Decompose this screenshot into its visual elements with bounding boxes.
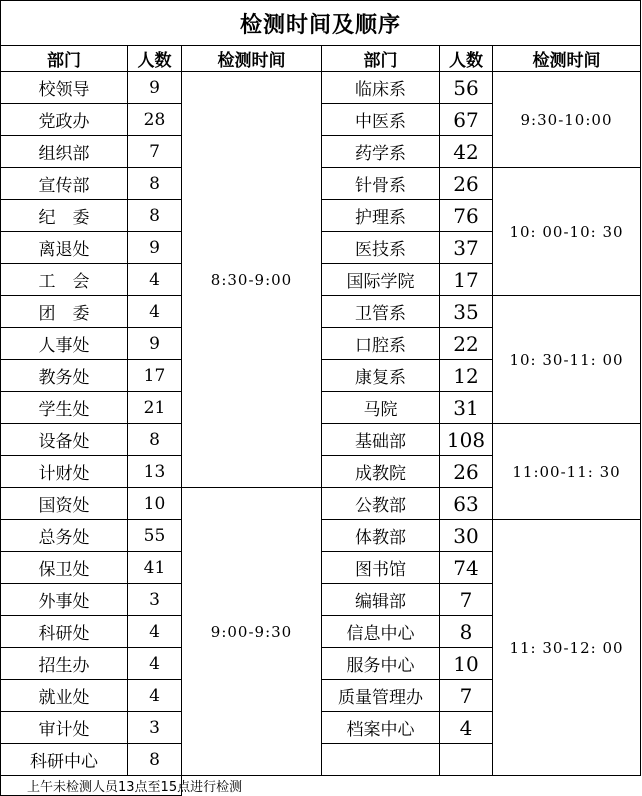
dept-cell: 国资处: [1, 488, 128, 520]
footnote: 上午未检测人员13点至15点进行检测: [1, 776, 182, 796]
count-cell: 4: [128, 264, 182, 296]
dept-cell: 校领导: [1, 72, 128, 104]
count-cell: 10: [128, 488, 182, 520]
count-cell: 9: [128, 328, 182, 360]
dept-cell: 图书馆: [322, 552, 440, 584]
dept-cell: 招生办: [1, 648, 128, 680]
dept-cell: 审计处: [1, 712, 128, 744]
count-cell: 17: [128, 360, 182, 392]
dept-cell: 成教院: [322, 456, 440, 488]
count-cell: 10: [440, 648, 493, 680]
header-dept-right: 部门: [322, 46, 440, 72]
count-cell: 37: [440, 232, 493, 264]
table-row: [1, 72, 641, 104]
time-slot-cell: 11:00-11: 30: [493, 424, 641, 520]
time-slot-cell: 10: 30-11: 00: [493, 296, 641, 424]
count-cell: 7: [128, 136, 182, 168]
count-cell: 56: [440, 72, 493, 104]
dept-cell: 药学系: [322, 136, 440, 168]
count-cell: 21: [128, 392, 182, 424]
count-cell: 74: [440, 552, 493, 584]
dept-cell: 总务处: [1, 520, 128, 552]
dept-cell: 就业处: [1, 680, 128, 712]
count-cell: 8: [128, 168, 182, 200]
time-slot-cell: 11: 30-12: 00: [493, 520, 641, 776]
count-cell: 9: [128, 232, 182, 264]
dept-cell: 编辑部: [322, 584, 440, 616]
count-cell: 4: [128, 616, 182, 648]
count-cell: 30: [440, 520, 493, 552]
dept-cell: 针骨系: [322, 168, 440, 200]
count-cell: 22: [440, 328, 493, 360]
dept-cell: 教务处: [1, 360, 128, 392]
count-cell: 35: [440, 296, 493, 328]
count-cell: 26: [440, 168, 493, 200]
count-cell: 9: [128, 72, 182, 104]
dept-cell: 离退处: [1, 232, 128, 264]
dept-cell: 档案中心: [322, 712, 440, 744]
empty-area: [182, 776, 641, 796]
count-cell: 3: [128, 584, 182, 616]
dept-cell: 基础部: [322, 424, 440, 456]
count-cell: 41: [128, 552, 182, 584]
count-cell: 3: [128, 712, 182, 744]
dept-cell: 服务中心: [322, 648, 440, 680]
dept-cell: 中医系: [322, 104, 440, 136]
count-cell: 67: [440, 104, 493, 136]
empty-cell: [440, 744, 493, 776]
count-cell: 8: [128, 200, 182, 232]
count-cell: 26: [440, 456, 493, 488]
dept-cell: 质量管理办: [322, 680, 440, 712]
count-cell: 8: [440, 616, 493, 648]
time-slot-cell: 10: 00-10: 30: [493, 168, 641, 296]
dept-cell: 宣传部: [1, 168, 128, 200]
count-cell: 4: [440, 712, 493, 744]
dept-cell: 护理系: [322, 200, 440, 232]
time-slot-cell: 8:30-9:00: [182, 72, 322, 488]
dept-cell: 人事处: [1, 328, 128, 360]
dept-cell: 外事处: [1, 584, 128, 616]
dept-cell: 马院: [322, 392, 440, 424]
dept-cell: 康复系: [322, 360, 440, 392]
count-cell: 12: [440, 360, 493, 392]
dept-cell: 公教部: [322, 488, 440, 520]
count-cell: 28: [128, 104, 182, 136]
dept-cell: 纪 委: [1, 200, 128, 232]
count-cell: 4: [128, 680, 182, 712]
dept-cell: 卫管系: [322, 296, 440, 328]
empty-cell: [322, 744, 440, 776]
dept-cell: 科研处: [1, 616, 128, 648]
dept-cell: 组织部: [1, 136, 128, 168]
dept-cell: 党政办: [1, 104, 128, 136]
count-cell: 108: [440, 424, 493, 456]
time-slot-cell: 9:00-9:30: [182, 488, 322, 776]
dept-cell: 体教部: [322, 520, 440, 552]
count-cell: 76: [440, 200, 493, 232]
dept-cell: 科研中心: [1, 744, 128, 776]
count-cell: 7: [440, 584, 493, 616]
count-cell: 8: [128, 424, 182, 456]
header-time-right: 检测时间: [493, 46, 641, 72]
count-cell: 4: [128, 648, 182, 680]
count-cell: 42: [440, 136, 493, 168]
dept-cell: 学生处: [1, 392, 128, 424]
dept-cell: 团 委: [1, 296, 128, 328]
dept-cell: 国际学院: [322, 264, 440, 296]
count-cell: 7: [440, 680, 493, 712]
count-cell: 13: [128, 456, 182, 488]
count-cell: 31: [440, 392, 493, 424]
dept-cell: 信息中心: [322, 616, 440, 648]
dept-cell: 口腔系: [322, 328, 440, 360]
dept-cell: 设备处: [1, 424, 128, 456]
count-cell: 4: [128, 296, 182, 328]
dept-cell: 保卫处: [1, 552, 128, 584]
dept-cell: 工 会: [1, 264, 128, 296]
dept-cell: 临床系: [322, 72, 440, 104]
header-time-left: 检测时间: [182, 46, 322, 72]
time-slot-cell: 9:30-10:00: [493, 72, 641, 168]
header-dept-left: 部门: [1, 46, 128, 72]
count-cell: 55: [128, 520, 182, 552]
count-cell: 63: [440, 488, 493, 520]
header-count-right: 人数: [440, 46, 493, 72]
count-cell: 17: [440, 264, 493, 296]
count-cell: 8: [128, 744, 182, 776]
dept-cell: 计财处: [1, 456, 128, 488]
page-title: 检测时间及顺序: [1, 1, 641, 46]
dept-cell: 医技系: [322, 232, 440, 264]
header-count-left: 人数: [128, 46, 182, 72]
